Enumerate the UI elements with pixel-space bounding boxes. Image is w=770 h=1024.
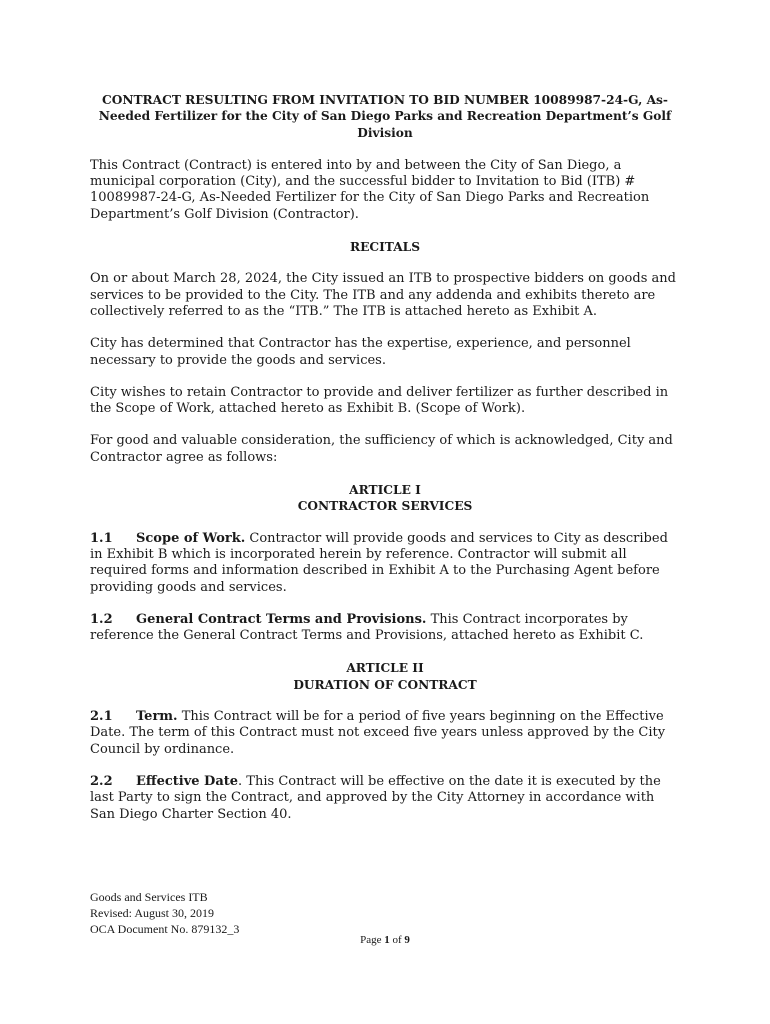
section-2-1	[90, 709, 680, 758]
section-text: This Contract will be for a period of five years beginning on the Effective Date. The term of this Contract must not exceed five years unless approved by the City Council by ordinance.	[90, 709, 666, 757]
document-body	[90, 92, 680, 839]
section-number: 1.2	[90, 611, 113, 627]
footer-line: Goods and Services ITB	[90, 890, 208, 904]
article-1-heading	[90, 482, 680, 515]
section-text: Contractor will provide goods and services to City as described in Exhibit B which is incorporated herein by reference. Contractor will submit all required forms and information described in Exhibit A to the Purchasing Agent before providing goods and services.	[90, 530, 668, 595]
article-2-number: ARTICLE II	[346, 661, 424, 676]
section-1-2	[90, 612, 680, 645]
footer-line: OCA Document No. 879132_3	[90, 922, 240, 936]
recital-paragraph: City wishes to retain Contractor to provide and deliver fertilizer as further described in the Scope of Work, attached hereto as Exhibit B. (Scope of Work).	[90, 384, 669, 417]
article-2-heading	[90, 660, 680, 693]
recital-paragraph: For good and valuable consideration, the sufficiency of which is acknowledged, City and Contractor agree as follows:	[90, 433, 673, 465]
article-1-number: ARTICLE I	[349, 483, 421, 498]
section-title: Term.	[136, 709, 178, 725]
document-footer	[90, 889, 239, 937]
section-title: Effective Date	[136, 773, 239, 789]
section-title: Scope of Work.	[136, 530, 246, 546]
page-prefix: Page	[360, 934, 385, 946]
intro-paragraph: This Contract (Contract) is entered into by and between the City of San Diego, a municipal corporation (City), and the successful bidder to Invitation to Bid (ITB) # 10089987-24-G, As-Needed Fertilizer for the City of San Diego Parks and Recreation Department’s Golf Division (Contractor).	[90, 157, 650, 222]
section-number: 1.1	[90, 530, 113, 546]
article-1-name: CONTRACTOR SERVICES	[297, 499, 473, 514]
section-text: . This Contract will be effective on the date it is executed by the last Party to sign the Contract, and approved by the City Attorney in accordance with San Diego Charter Section 40.	[90, 773, 661, 822]
page-current: 1	[384, 934, 390, 946]
section-1-1	[90, 531, 680, 596]
section-title: General Contract Terms and Provisions.	[136, 611, 427, 627]
recital-paragraph: On or about March 28, 2024, the City issued an ITB to prospective bidders on goods and services to be provided to the City. The ITB and any addenda and exhibits thereto are collectively referred to as the “ITB.” The ITB is attached hereto as Exhibit A.	[90, 271, 676, 319]
article-2-name: DURATION OF CONTRACT	[293, 677, 477, 692]
footer-line: Revised: August 30, 2019	[90, 906, 215, 920]
section-text: This Contract incorporates by reference the General Contract Terms and Provisions, attached hereto as Exhibit C.	[90, 611, 644, 644]
page-middle: of	[389, 934, 405, 946]
section-number: 2.2	[90, 773, 113, 789]
section-number: 2.1	[90, 709, 113, 725]
page-number	[0, 934, 770, 946]
contract-title: CONTRACT RESULTING FROM INVITATION TO BID NUMBER 10089987-24-G, As-Needed Fertilizer for the City of San Diego Parks and Recreation Department’s Golf Division	[98, 93, 672, 140]
page-total: 9	[404, 934, 410, 946]
section-2-2	[90, 774, 680, 823]
recitals-heading: RECITALS	[349, 240, 421, 255]
recital-paragraph: City has determined that Contractor has the expertise, experience, and personnel necessary to provide the goods and services.	[90, 336, 631, 368]
